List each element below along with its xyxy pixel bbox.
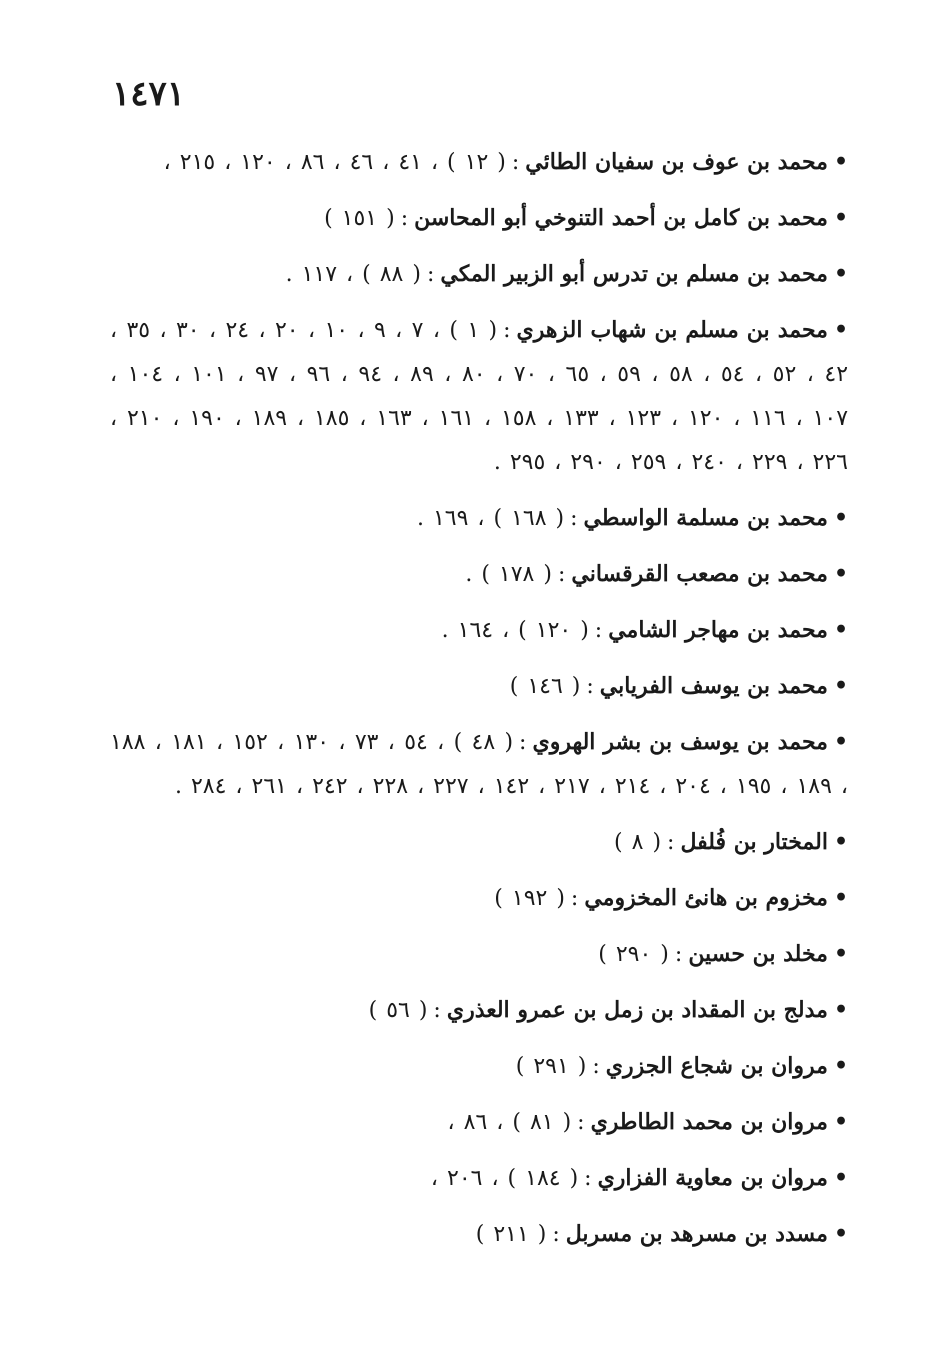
entry-separator: : — [570, 886, 579, 911]
entry-refs: ( ١٧٨ ) . — [465, 562, 552, 587]
entry-name: محمد بن كامل بن أحمد التنوخي أبو المحاسن — [414, 205, 828, 231]
entry-name: محمد بن يوسف الفريابي — [599, 673, 828, 699]
index-entry — [110, 876, 848, 921]
entry-refs: ( ٢٩٠ ) — [598, 942, 669, 967]
bullet-icon: • — [833, 885, 848, 911]
bullet-icon: • — [833, 941, 848, 967]
entry-name: مدلج بن المقداد بن زمل بن عمرو العذري — [446, 997, 828, 1023]
index-entry — [110, 308, 848, 485]
bullet-icon: • — [833, 505, 848, 531]
bullet-icon: • — [833, 261, 848, 287]
entry-separator: : — [557, 562, 566, 587]
entry-refs: ( ١٥١ ) — [324, 206, 395, 231]
bullet-icon: • — [833, 617, 848, 643]
entry-refs: ( ١٤٦ ) — [509, 674, 581, 699]
index-entry — [110, 140, 848, 185]
entry-separator: : — [577, 1110, 585, 1135]
entry-name: مسدد بن مسرهد بن مسربل — [565, 1221, 828, 1247]
index-entry — [110, 932, 848, 977]
page-number: ١٤٧١ — [112, 74, 186, 114]
entry-separator: : — [674, 942, 683, 967]
bullet-icon: • — [833, 1165, 848, 1191]
entry-refs: ( ٤٨ ) ، ٥٤ ، ٧٣ ، ١٣٠ ، ١٥٢ ، ١٨١ ، ١٨٨ ، ١٨٩ ، ١٩٥ ، ٢٠٤ ، ٢١٤ ، ٢١٧ ، ١٤٢ ، ٢٢٧ ، ٢٢٨ ، ٢٤٢ ، ٢٦١ ، ٢٨٤ . — [110, 730, 848, 799]
entry-refs: ( ٢١١ ) — [475, 1222, 547, 1247]
index-entry — [110, 1156, 848, 1201]
bullet-icon: • — [833, 729, 848, 755]
entry-name: محمد بن مسلم بن تدرس أبو الزبير المكي — [440, 261, 828, 287]
entry-name: مروان بن محمد الطاطري — [590, 1109, 828, 1135]
index-entry — [110, 1100, 848, 1145]
entry-name: محمد بن مسلمة الواسطي — [583, 505, 828, 531]
entry-separator: : — [667, 830, 675, 855]
bullet-icon: • — [833, 1221, 848, 1247]
entry-name: محمد بن يوسف بن بشر الهروي — [532, 729, 828, 755]
entry-separator: : — [584, 1166, 592, 1191]
index-entry — [110, 496, 848, 541]
entry-separator: : — [426, 262, 435, 287]
bullet-icon: • — [833, 1053, 848, 1079]
index-entry — [110, 196, 848, 241]
entry-separator: : — [586, 674, 594, 699]
entry-refs: ( ٢٩١ ) — [515, 1054, 587, 1079]
entry-separator: : — [511, 150, 520, 175]
index-entry — [110, 552, 848, 597]
entry-separator: : — [570, 506, 578, 531]
entry-refs: ( ٨ ) — [614, 830, 662, 855]
entry-refs: ( ٨٨ ) ، ١١٧ . — [285, 262, 421, 287]
entry-separator: : — [592, 1054, 600, 1079]
entry-refs: ( ١٢ ) ، ٤١ ، ٤٦ ، ٨٦ ، ١٢٠ ، ٢١٥ ، — [163, 150, 506, 175]
bullet-icon: • — [833, 673, 848, 699]
entry-refs: ( ١٦٨ ) ، ١٦٩ . — [416, 506, 565, 531]
bullet-icon: • — [833, 997, 848, 1023]
bullet-icon: • — [833, 561, 848, 587]
index-entry — [110, 820, 848, 865]
index-entry — [110, 608, 848, 653]
entry-separator: : — [552, 1222, 560, 1247]
entry-name: مروان بن شجاع الجزري — [605, 1053, 828, 1079]
entry-separator: : — [519, 730, 527, 755]
entry-name: مروان بن معاوية الفزاري — [597, 1165, 828, 1191]
entry-refs: ( ٥٦ ) — [368, 998, 428, 1023]
bullet-icon: • — [833, 205, 848, 231]
entry-name: مخزوم بن هانئ المخزومي — [584, 885, 828, 911]
entry-refs: ( ٨١ ) ، ٨٦ ، — [447, 1110, 572, 1135]
entry-refs: ( ١٨٤ ) ، ٢٠٦ ، — [430, 1166, 579, 1191]
index-entry — [110, 1044, 848, 1089]
entry-separator: : — [594, 618, 603, 643]
entry-separator: : — [400, 206, 409, 231]
bullet-icon: • — [833, 149, 848, 175]
index-entry — [110, 1212, 848, 1257]
entry-name: محمد بن عوف بن سفيان الطائي — [525, 149, 828, 175]
index-entry — [110, 664, 848, 709]
index-entry — [110, 720, 848, 809]
entry-separator: : — [503, 318, 511, 343]
index-entry — [110, 988, 848, 1033]
entry-refs: ( ١٢٠ ) ، ١٦٤ . — [441, 618, 589, 643]
entry-name: مخلد بن حسين — [688, 941, 828, 967]
entry-refs: ( ١٩٢ ) — [494, 886, 565, 911]
index-entry — [110, 252, 848, 297]
entry-name: محمد بن مسلم بن شهاب الزهري — [516, 317, 828, 343]
bullet-icon: • — [833, 829, 848, 855]
entry-separator: : — [433, 998, 441, 1023]
entry-name: المختار بن فُلفل — [680, 829, 828, 855]
entry-name: محمد بن مصعب القرقساني — [571, 561, 828, 587]
index-list — [110, 140, 848, 1268]
entry-name: محمد بن مهاجر الشامي — [608, 617, 828, 643]
bullet-icon: • — [833, 317, 849, 343]
bullet-icon: • — [833, 1109, 848, 1135]
entry-refs: ( ١ ) ، ٧ ، ٩ ، ١٠ ، ٢٠ ، ٢٤ ، ٣٠ ، ٣٥ ، ٤٢ ، ٥٢ ، ٥٤ ، ٥٨ ، ٥٩ ، ٦٥ ، ٧٠ ، ٨٠ ، ٨٩ ، ٩٤ ، ٩٦ ، ٩٧ ، ١٠١ ، ١٠٤ ، ١٠٧ ، ١١٦ ، ١٢٠ ، ١٢٣ ، ١٣٣ ، ١٥٨ ، ١٦١ ، ١٦٣ ، ١٨٥ ، ١٨٩ ، ١٩٠ ، ٢١٠ ، ٢٢٦ ، ٢٢٩ ، ٢٤٠ ، ٢٥٩ ، ٢٩٠ ، ٢٩٥ . — [110, 318, 849, 475]
